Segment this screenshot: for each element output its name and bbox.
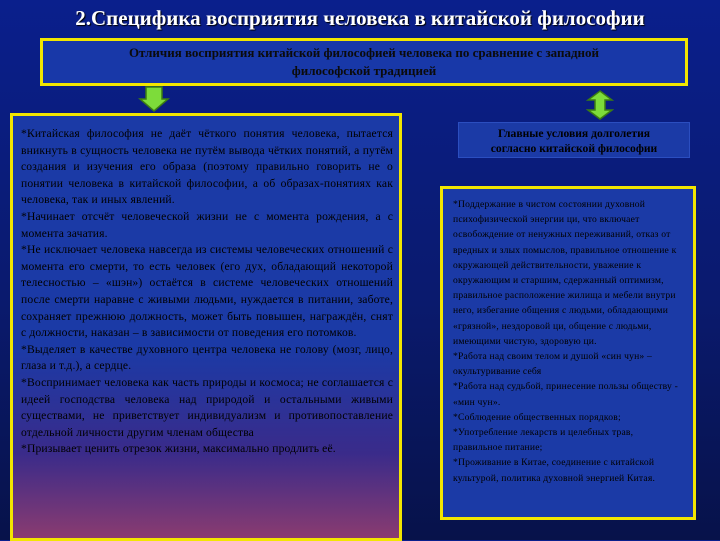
left-paragraph: *Начинает отсчёт человеческой жизни не с момента рождения, а с момента зачатия. [21, 209, 393, 240]
right-text-panel [440, 186, 696, 520]
left-paragraph: *Не исключает человека навсегда из системы человеческих отношений с момента его смерти, то есть человек (его дух, обладающий некоторой телесностью – «шэн») остаётся в системе человеческих отношений после смерти наравне с живыми людьми, нуждается в питании, заботе, сохраняет прежнюю должность, может быть повышен, награждён, снят с должности, наказан – в зависимости от поведения его потомков. [21, 243, 393, 340]
right-paragraph: *Употребление лекарств и целебных трав, правильное питание; [453, 427, 634, 454]
right-paragraph: *Соблюдение общественных порядков; [453, 411, 621, 423]
left-paragraph: *Выделяет в качестве духовного центра человека не голову (мозг, лицо, глаза и т.д.), а сердце. [21, 342, 393, 373]
right-header-line-2: согласно китайской философии [490, 142, 658, 155]
down-arrow-icon [138, 86, 170, 112]
left-paragraph: *Воспринимает человека как часть природы и космоса; не соглашается с идеей господства человека над природой и остальными живыми существами, не приветствует индивидуализм и противопоставление отдельной личности другим членам общества [21, 375, 393, 439]
right-paragraph: *Проживание в Китае, соединение с китайской культурой, политика духовной энергией Китая. [453, 457, 656, 484]
left-paragraph: *Китайская философия не даёт чёткого понятия человека, пытается вникнуть в сущность человека не путём вывода чётких понятий, а путём создания и изучения его образа (поэтому правильно говорить не о понятии человека в китайской философии, а об образах-понятиях как человека, так и иных явлений. [21, 127, 393, 207]
slide-title: 2.Специфика восприятия человека в китайской философии [75, 6, 645, 30]
subtitle-line-2: философской традицией [291, 63, 437, 78]
up-down-arrow-icon [586, 90, 614, 120]
left-text-panel [10, 113, 402, 541]
subtitle-line-1: Отличия восприятия китайской философией человека по сравнение с западной [128, 45, 600, 60]
subtitle-box [40, 38, 688, 86]
right-paragraph: *Работа над судьбой, принесение пользы обществу - «мин чун». [453, 381, 679, 408]
left-paragraph: *Призывает ценить отрезок жизни, максимально продлить её. [21, 442, 336, 456]
right-header-box [458, 122, 690, 158]
right-paragraph: *Работа над своим телом и душой «син чун» – окультуривание себя [453, 351, 653, 378]
right-header-line-1: Главные условия долголетия [497, 127, 651, 140]
right-paragraph: *Поддержание в чистом состоянии духовной психофизической энергии ци, что включает освобождение от ненужных переживаний, отказ от вредных и злых помыслов, правильное отношение к окружающей действительности, уважение к окружающим и старшим, сдержанный оптимизм, правильное расположение жилища и мебели внутри него, избегание общения с людьми, обладающими «грязной», нездоровой ци, общение с людьми, имеющими чистую, здоровую ци. [453, 199, 677, 347]
